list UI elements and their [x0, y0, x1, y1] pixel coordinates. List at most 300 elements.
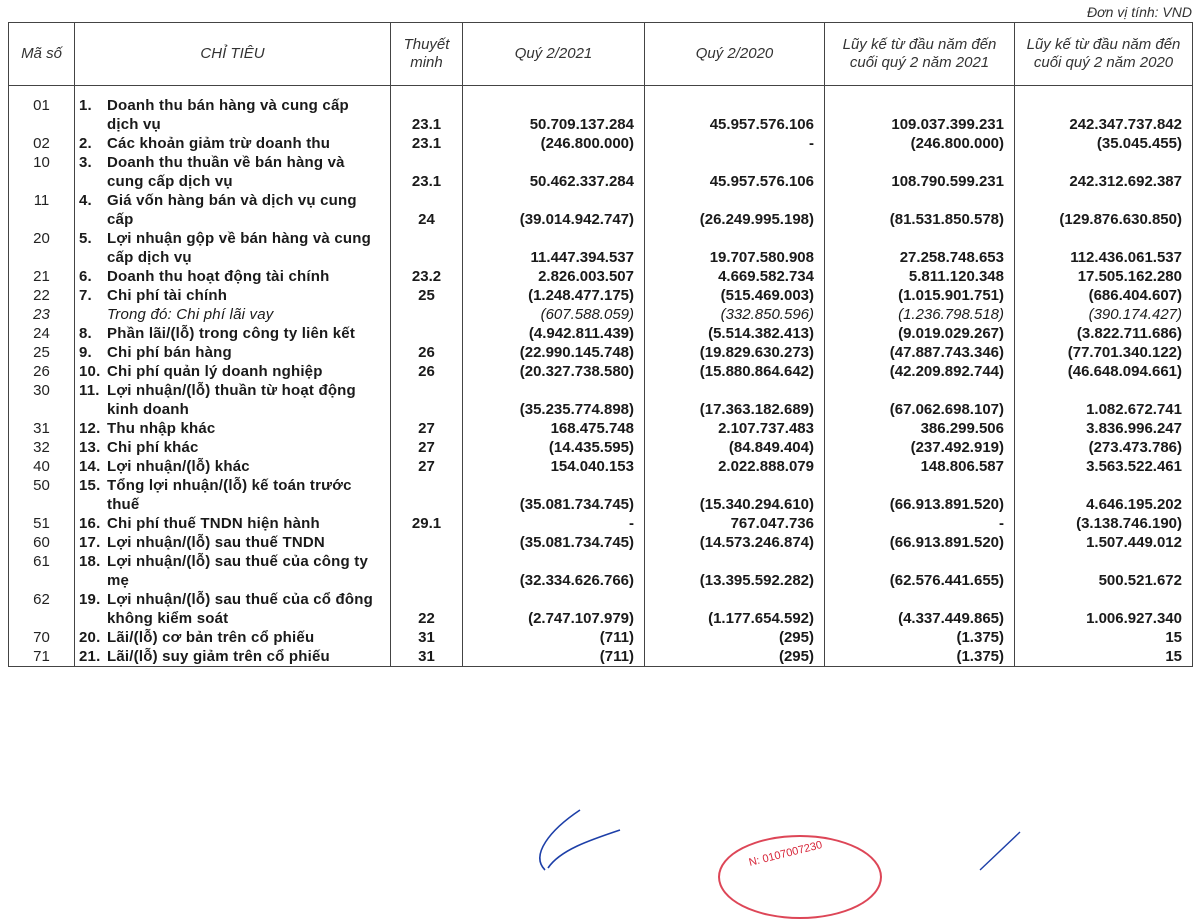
- row-code: 32: [33, 439, 50, 456]
- value-q21: (35.081.734.745): [519, 496, 634, 513]
- value-q20-sub: (332.850.596): [720, 306, 814, 323]
- table-row: [9, 457, 1193, 476]
- note-cell: [391, 438, 463, 457]
- row-note: 23.1: [411, 135, 442, 152]
- row-note: 31: [418, 648, 435, 665]
- value-q20: 19.707.580.908: [709, 249, 814, 266]
- value-cell: [1015, 514, 1193, 533]
- value-cell: [645, 514, 825, 533]
- value-l20: 1.006.927.340: [1086, 610, 1182, 627]
- code-cell: [9, 419, 75, 438]
- value-cell: [1015, 438, 1193, 457]
- table-row: [9, 647, 1193, 667]
- value-cell: [645, 457, 825, 476]
- table-row: [9, 191, 1193, 229]
- table-row: [9, 267, 1193, 286]
- note-cell: [391, 267, 463, 286]
- row-number: 5.: [79, 230, 92, 247]
- value-cell: [1015, 647, 1193, 667]
- row-number: 4.: [79, 192, 92, 209]
- value-l21: 148.806.587: [920, 458, 1004, 475]
- indicator-cell: [75, 229, 391, 267]
- table-row: [9, 134, 1193, 153]
- row-label: Chi phí thuế TNDN hiện hành: [107, 515, 320, 532]
- value-l20: (77.701.340.122): [1067, 344, 1182, 361]
- table-row: [9, 362, 1193, 381]
- value-cell: [825, 476, 1015, 514]
- value-l20: 500.521.672: [1098, 572, 1182, 589]
- value-cell: [463, 153, 645, 191]
- row-number: 16.: [79, 515, 101, 532]
- code-cell: [9, 438, 75, 457]
- value-cell: [645, 381, 825, 419]
- value-cell: [825, 438, 1015, 457]
- row-code: 30: [33, 382, 50, 399]
- code-cell: [9, 191, 75, 229]
- value-cell: [463, 324, 645, 343]
- value-cell: [645, 324, 825, 343]
- indicator-cell: [75, 343, 391, 362]
- row-label: Giá vốn hàng bán và dịch vụ cung cấp: [107, 192, 357, 228]
- code-cell: [9, 381, 75, 419]
- value-q21: (1.248.477.175): [528, 287, 634, 304]
- value-cell: [645, 191, 825, 229]
- value-cell: [1015, 476, 1193, 514]
- indicator-cell: [75, 153, 391, 191]
- stamp-text: N: 0107007230: [747, 839, 824, 869]
- value-l20: 4.646.195.202: [1086, 496, 1182, 513]
- table-row: [9, 286, 1193, 324]
- value-l21: 386.299.506: [920, 420, 1004, 437]
- value-cell: [645, 419, 825, 438]
- value-q20: (84.849.404): [728, 439, 814, 456]
- value-cell: [1015, 267, 1193, 286]
- note-cell: [391, 324, 463, 343]
- value-q20: (295): [778, 629, 814, 646]
- row-label: Lợi nhuận/(lỗ) khác: [107, 458, 250, 475]
- row-code: 20: [33, 230, 50, 247]
- value-l20: 3.563.522.461: [1086, 458, 1182, 475]
- note-cell: [391, 134, 463, 153]
- table-row: [9, 381, 1193, 419]
- indicator-cell: [75, 134, 391, 153]
- row-code: 50: [33, 477, 50, 494]
- value-l20: 112.436.061.537: [1070, 249, 1182, 266]
- table-row: [9, 476, 1193, 514]
- indicator-cell: [75, 362, 391, 381]
- value-cell: [463, 533, 645, 552]
- row-label: Doanh thu thuần về bán hàng và cung cấp dịch vụ: [107, 154, 345, 190]
- value-cell: [463, 381, 645, 419]
- row-number: 8.: [79, 325, 92, 342]
- table-header-row: [9, 23, 1193, 86]
- value-q21: (711): [599, 629, 634, 646]
- row-note: 23.1: [411, 173, 442, 190]
- value-q20: (19.829.630.273): [699, 344, 814, 361]
- row-code: 61: [33, 553, 50, 570]
- value-cell: [463, 191, 645, 229]
- value-l21: (67.062.698.107): [889, 401, 1004, 418]
- row-note: 22: [418, 610, 435, 627]
- value-cell: [1015, 419, 1193, 438]
- row-number: 2.: [79, 135, 92, 152]
- note-cell: [391, 457, 463, 476]
- row-code: 11: [33, 192, 50, 209]
- table-row: [9, 628, 1193, 647]
- value-cell: [463, 229, 645, 267]
- value-q20: (295): [778, 648, 814, 665]
- value-l21: (1.015.901.751): [898, 287, 1004, 304]
- value-q20: (15.880.864.642): [699, 363, 814, 380]
- value-l21: (4.337.449.865): [898, 610, 1004, 627]
- value-q21: 154.040.153: [550, 458, 634, 475]
- row-number: 6.: [79, 268, 92, 285]
- value-cell: [645, 590, 825, 628]
- code-cell: [9, 286, 75, 324]
- value-q21: (14.435.595): [548, 439, 634, 456]
- row-label: Lãi/(lỗ) cơ bản trên cổ phiếu: [107, 629, 315, 646]
- note-cell: [391, 552, 463, 590]
- code-cell: [9, 343, 75, 362]
- row-label: Các khoản giảm trừ doanh thu: [107, 135, 331, 152]
- value-cell: [463, 286, 645, 324]
- value-cell: [645, 362, 825, 381]
- table-row: [9, 324, 1193, 343]
- value-cell: [825, 229, 1015, 267]
- row-number: 10.: [79, 363, 101, 380]
- row-note: 23.1: [411, 116, 442, 133]
- header-ytd-2021: Lũy kế từ đầu năm đến cuối quý 2 năm 2021: [825, 23, 1015, 86]
- row-note: 27: [418, 439, 435, 456]
- value-cell: [645, 476, 825, 514]
- table-row: [9, 229, 1193, 267]
- value-cell: [1015, 324, 1193, 343]
- note-cell: [391, 191, 463, 229]
- code-cell: [9, 96, 75, 134]
- row-code: 24: [33, 325, 50, 342]
- value-l20: (686.404.607): [1088, 287, 1182, 304]
- row-number: 14.: [79, 458, 101, 475]
- value-cell: [825, 647, 1015, 667]
- code-cell: [9, 134, 75, 153]
- value-q21: (4.942.811.439): [528, 325, 634, 342]
- header-code: Mã số: [9, 23, 75, 86]
- value-cell: [645, 96, 825, 134]
- row-number: 9.: [79, 344, 92, 361]
- value-q20: -: [809, 135, 814, 152]
- header-q2-2021: Quý 2/2021: [463, 23, 645, 86]
- indicator-cell: [75, 191, 391, 229]
- value-l21: (237.492.919): [910, 439, 1004, 456]
- value-q20: 45.957.576.106: [709, 116, 814, 133]
- value-l21: (47.887.743.346): [889, 344, 1004, 361]
- value-cell: [825, 343, 1015, 362]
- value-cell: [463, 552, 645, 590]
- value-q21: (2.747.107.979): [528, 610, 634, 627]
- signature-stroke: [960, 830, 1040, 872]
- row-code-sub: 23: [33, 306, 50, 323]
- value-l20-sub: (390.174.427): [1088, 306, 1182, 323]
- value-q21: 2.826.003.507: [538, 268, 634, 285]
- code-cell: [9, 476, 75, 514]
- value-cell: [645, 229, 825, 267]
- note-cell: [391, 533, 463, 552]
- code-cell: [9, 153, 75, 191]
- code-cell: [9, 324, 75, 343]
- value-cell: [1015, 362, 1193, 381]
- row-label: Lợi nhuận gộp về bán hàng và cung cấp dịch vụ: [107, 230, 371, 266]
- row-code: 60: [33, 534, 50, 551]
- indicator-cell: [75, 324, 391, 343]
- income-statement-table: [8, 22, 1193, 667]
- value-l21: 108.790.599.231: [891, 173, 1004, 190]
- note-cell: [391, 647, 463, 667]
- value-cell: [825, 457, 1015, 476]
- code-cell: [9, 362, 75, 381]
- value-q20: (5.514.382.413): [708, 325, 814, 342]
- row-label: Doanh thu bán hàng và cung cấp dịch vụ: [107, 97, 349, 133]
- value-cell: [825, 153, 1015, 191]
- value-q21-sub: (607.588.059): [540, 306, 634, 323]
- row-label: Chi phí tài chính: [107, 287, 228, 304]
- row-label: Phần lãi/(lỗ) trong công ty liên kết: [107, 325, 356, 342]
- row-label: Lợi nhuận/(lỗ) sau thuế của công ty mẹ: [107, 553, 369, 589]
- value-l20: (3.138.746.190): [1076, 515, 1182, 532]
- row-code: 62: [33, 591, 50, 608]
- indicator-cell: [75, 628, 391, 647]
- value-q20: (13.395.592.282): [699, 572, 814, 589]
- row-label: Chi phí quản lý doanh nghiệp: [107, 363, 323, 380]
- indicator-cell: [75, 419, 391, 438]
- table-row: [9, 153, 1193, 191]
- row-number: 20.: [79, 629, 101, 646]
- value-cell: [463, 476, 645, 514]
- table-row: [9, 514, 1193, 533]
- value-l20: 15: [1165, 648, 1182, 665]
- value-q21: (35.081.734.745): [519, 534, 634, 551]
- table-row: [9, 552, 1193, 590]
- row-code: 51: [33, 515, 50, 532]
- table-row: [9, 343, 1193, 362]
- table-row: [9, 533, 1193, 552]
- value-cell: [645, 628, 825, 647]
- note-cell: [391, 343, 463, 362]
- value-l21: (66.913.891.520): [889, 534, 1004, 551]
- row-number: 1.: [79, 97, 92, 114]
- indicator-cell: [75, 590, 391, 628]
- indicator-cell: [75, 533, 391, 552]
- value-l21: (62.576.441.655): [889, 572, 1004, 589]
- value-l20: 1.507.449.012: [1086, 534, 1182, 551]
- value-cell: [645, 153, 825, 191]
- value-cell: [825, 96, 1015, 134]
- value-l21: (1.375): [956, 629, 1004, 646]
- value-q21: (35.235.774.898): [519, 401, 634, 418]
- value-l20: (129.876.630.850): [1059, 211, 1182, 228]
- value-l21: (246.800.000): [910, 135, 1004, 152]
- note-cell: [391, 419, 463, 438]
- value-l21-sub: (1.236.798.518): [898, 306, 1004, 323]
- note-cell: [391, 628, 463, 647]
- row-label: Chi phí bán hàng: [107, 344, 232, 361]
- row-label: Thu nhập khác: [107, 420, 216, 437]
- value-cell: [645, 267, 825, 286]
- row-label: Tổng lợi nhuận/(lỗ) kế toán trước thuế: [107, 477, 352, 513]
- row-note: 27: [418, 458, 435, 475]
- value-cell: [825, 381, 1015, 419]
- value-cell: [463, 457, 645, 476]
- value-q21: (22.990.145.748): [519, 344, 634, 361]
- value-cell: [645, 343, 825, 362]
- note-cell: [391, 381, 463, 419]
- row-note: 25: [418, 287, 435, 304]
- value-q20: (17.363.182.689): [699, 401, 814, 418]
- indicator-cell: [75, 457, 391, 476]
- value-cell: [825, 552, 1015, 590]
- code-cell: [9, 590, 75, 628]
- code-cell: [9, 514, 75, 533]
- value-l20: (46.648.094.661): [1067, 363, 1182, 380]
- value-l21: 5.811.120.348: [908, 268, 1004, 285]
- value-cell: [825, 286, 1015, 324]
- row-label: Lãi/(lỗ) suy giảm trên cổ phiếu: [107, 648, 330, 665]
- value-cell: [463, 267, 645, 286]
- row-label: Lợi nhuận/(lỗ) sau thuế của cổ đông không kiểm soát: [107, 591, 373, 627]
- row-number: 11.: [79, 382, 100, 399]
- value-q20: (1.177.654.592): [708, 610, 814, 627]
- row-code: 02: [33, 135, 50, 152]
- value-cell: [1015, 381, 1193, 419]
- value-q21: 50.709.137.284: [529, 116, 634, 133]
- value-q21: -: [629, 515, 634, 532]
- value-l21: 27.258.748.653: [899, 249, 1004, 266]
- value-cell: [1015, 191, 1193, 229]
- indicator-cell: [75, 514, 391, 533]
- value-cell: [825, 533, 1015, 552]
- value-q20: 2.107.737.483: [718, 420, 814, 437]
- note-cell: [391, 286, 463, 324]
- note-cell: [391, 476, 463, 514]
- row-number: 21.: [79, 648, 101, 665]
- code-cell: [9, 552, 75, 590]
- row-number: 13.: [79, 439, 101, 456]
- indicator-cell: [75, 96, 391, 134]
- code-cell: [9, 647, 75, 667]
- value-cell: [1015, 457, 1193, 476]
- value-q20: (14.573.246.874): [699, 534, 814, 551]
- value-l20: 3.836.996.247: [1086, 420, 1182, 437]
- value-q21: 50.462.337.284: [529, 173, 634, 190]
- value-cell: [1015, 286, 1193, 324]
- row-label: Chi phí khác: [107, 439, 199, 456]
- row-number: 17.: [79, 534, 101, 551]
- value-cell: [1015, 628, 1193, 647]
- row-number: 7.: [79, 287, 92, 304]
- row-number: 15.: [79, 477, 101, 494]
- table-row: [9, 438, 1193, 457]
- indicator-cell: [75, 381, 391, 419]
- note-cell: [391, 153, 463, 191]
- value-cell: [463, 590, 645, 628]
- unit-label: Đơn vị tính: VND: [1087, 4, 1192, 20]
- value-cell: [645, 438, 825, 457]
- row-note: 26: [418, 344, 435, 361]
- row-code: 10: [33, 154, 50, 171]
- value-q20: 2.022.888.079: [718, 458, 814, 475]
- indicator-cell: [75, 267, 391, 286]
- value-cell: [825, 419, 1015, 438]
- value-l20: (273.473.786): [1088, 439, 1182, 456]
- value-l20: 17.505.162.280: [1077, 268, 1182, 285]
- value-cell: [645, 134, 825, 153]
- value-l20: (3.822.711.686): [1076, 325, 1182, 342]
- note-cell: [391, 229, 463, 267]
- value-l20: (35.045.455): [1096, 135, 1182, 152]
- value-cell: [825, 267, 1015, 286]
- row-label: Lợi nhuận/(lỗ) sau thuế TNDN: [107, 534, 325, 551]
- row-note: 27: [418, 420, 435, 437]
- value-cell: [825, 590, 1015, 628]
- value-q20: (515.469.003): [720, 287, 814, 304]
- code-cell: [9, 267, 75, 286]
- header-note: Thuyết minh: [391, 23, 463, 86]
- value-cell: [463, 514, 645, 533]
- value-l21: (66.913.891.520): [889, 496, 1004, 513]
- value-q21: 11.447.394.537: [530, 249, 634, 266]
- row-number: 12.: [79, 420, 101, 437]
- note-cell: [391, 362, 463, 381]
- value-cell: [645, 533, 825, 552]
- note-cell: [391, 514, 463, 533]
- indicator-cell: [75, 476, 391, 514]
- value-l20: 1.082.672.741: [1086, 401, 1182, 418]
- header-ytd-2020: Lũy kế từ đầu năm đến cuối quý 2 năm 2020: [1015, 23, 1193, 86]
- value-cell: [645, 647, 825, 667]
- table-body: [9, 86, 1193, 667]
- value-cell: [1015, 590, 1193, 628]
- value-cell: [463, 96, 645, 134]
- value-q21: 168.475.748: [550, 420, 634, 437]
- table-row: [9, 96, 1193, 134]
- value-l20: 242.312.692.387: [1069, 173, 1182, 190]
- value-q20: (26.249.995.198): [699, 211, 814, 228]
- indicator-cell: [75, 552, 391, 590]
- row-code: 40: [33, 458, 50, 475]
- value-cell: [463, 628, 645, 647]
- table-row: [9, 590, 1193, 628]
- value-q20: (15.340.294.610): [699, 496, 814, 513]
- indicator-cell: [75, 438, 391, 457]
- value-cell: [1015, 96, 1193, 134]
- row-note: 23.2: [411, 268, 442, 285]
- value-l21: (9.019.029.267): [898, 325, 1004, 342]
- value-cell: [463, 343, 645, 362]
- value-cell: [463, 134, 645, 153]
- row-code: 71: [33, 648, 50, 665]
- table-row: [9, 419, 1193, 438]
- header-indicator: CHỈ TIÊU: [75, 23, 391, 86]
- row-number: 3.: [79, 154, 92, 171]
- signature-scribble: [520, 800, 640, 872]
- value-cell: [825, 362, 1015, 381]
- value-l21: 109.037.399.231: [891, 116, 1004, 133]
- row-note: 29.1: [411, 515, 442, 532]
- indicator-cell: [75, 286, 391, 324]
- value-l20: 15: [1165, 629, 1182, 646]
- value-cell: [645, 552, 825, 590]
- row-code: 70: [33, 629, 50, 646]
- value-q21: (246.800.000): [540, 135, 634, 152]
